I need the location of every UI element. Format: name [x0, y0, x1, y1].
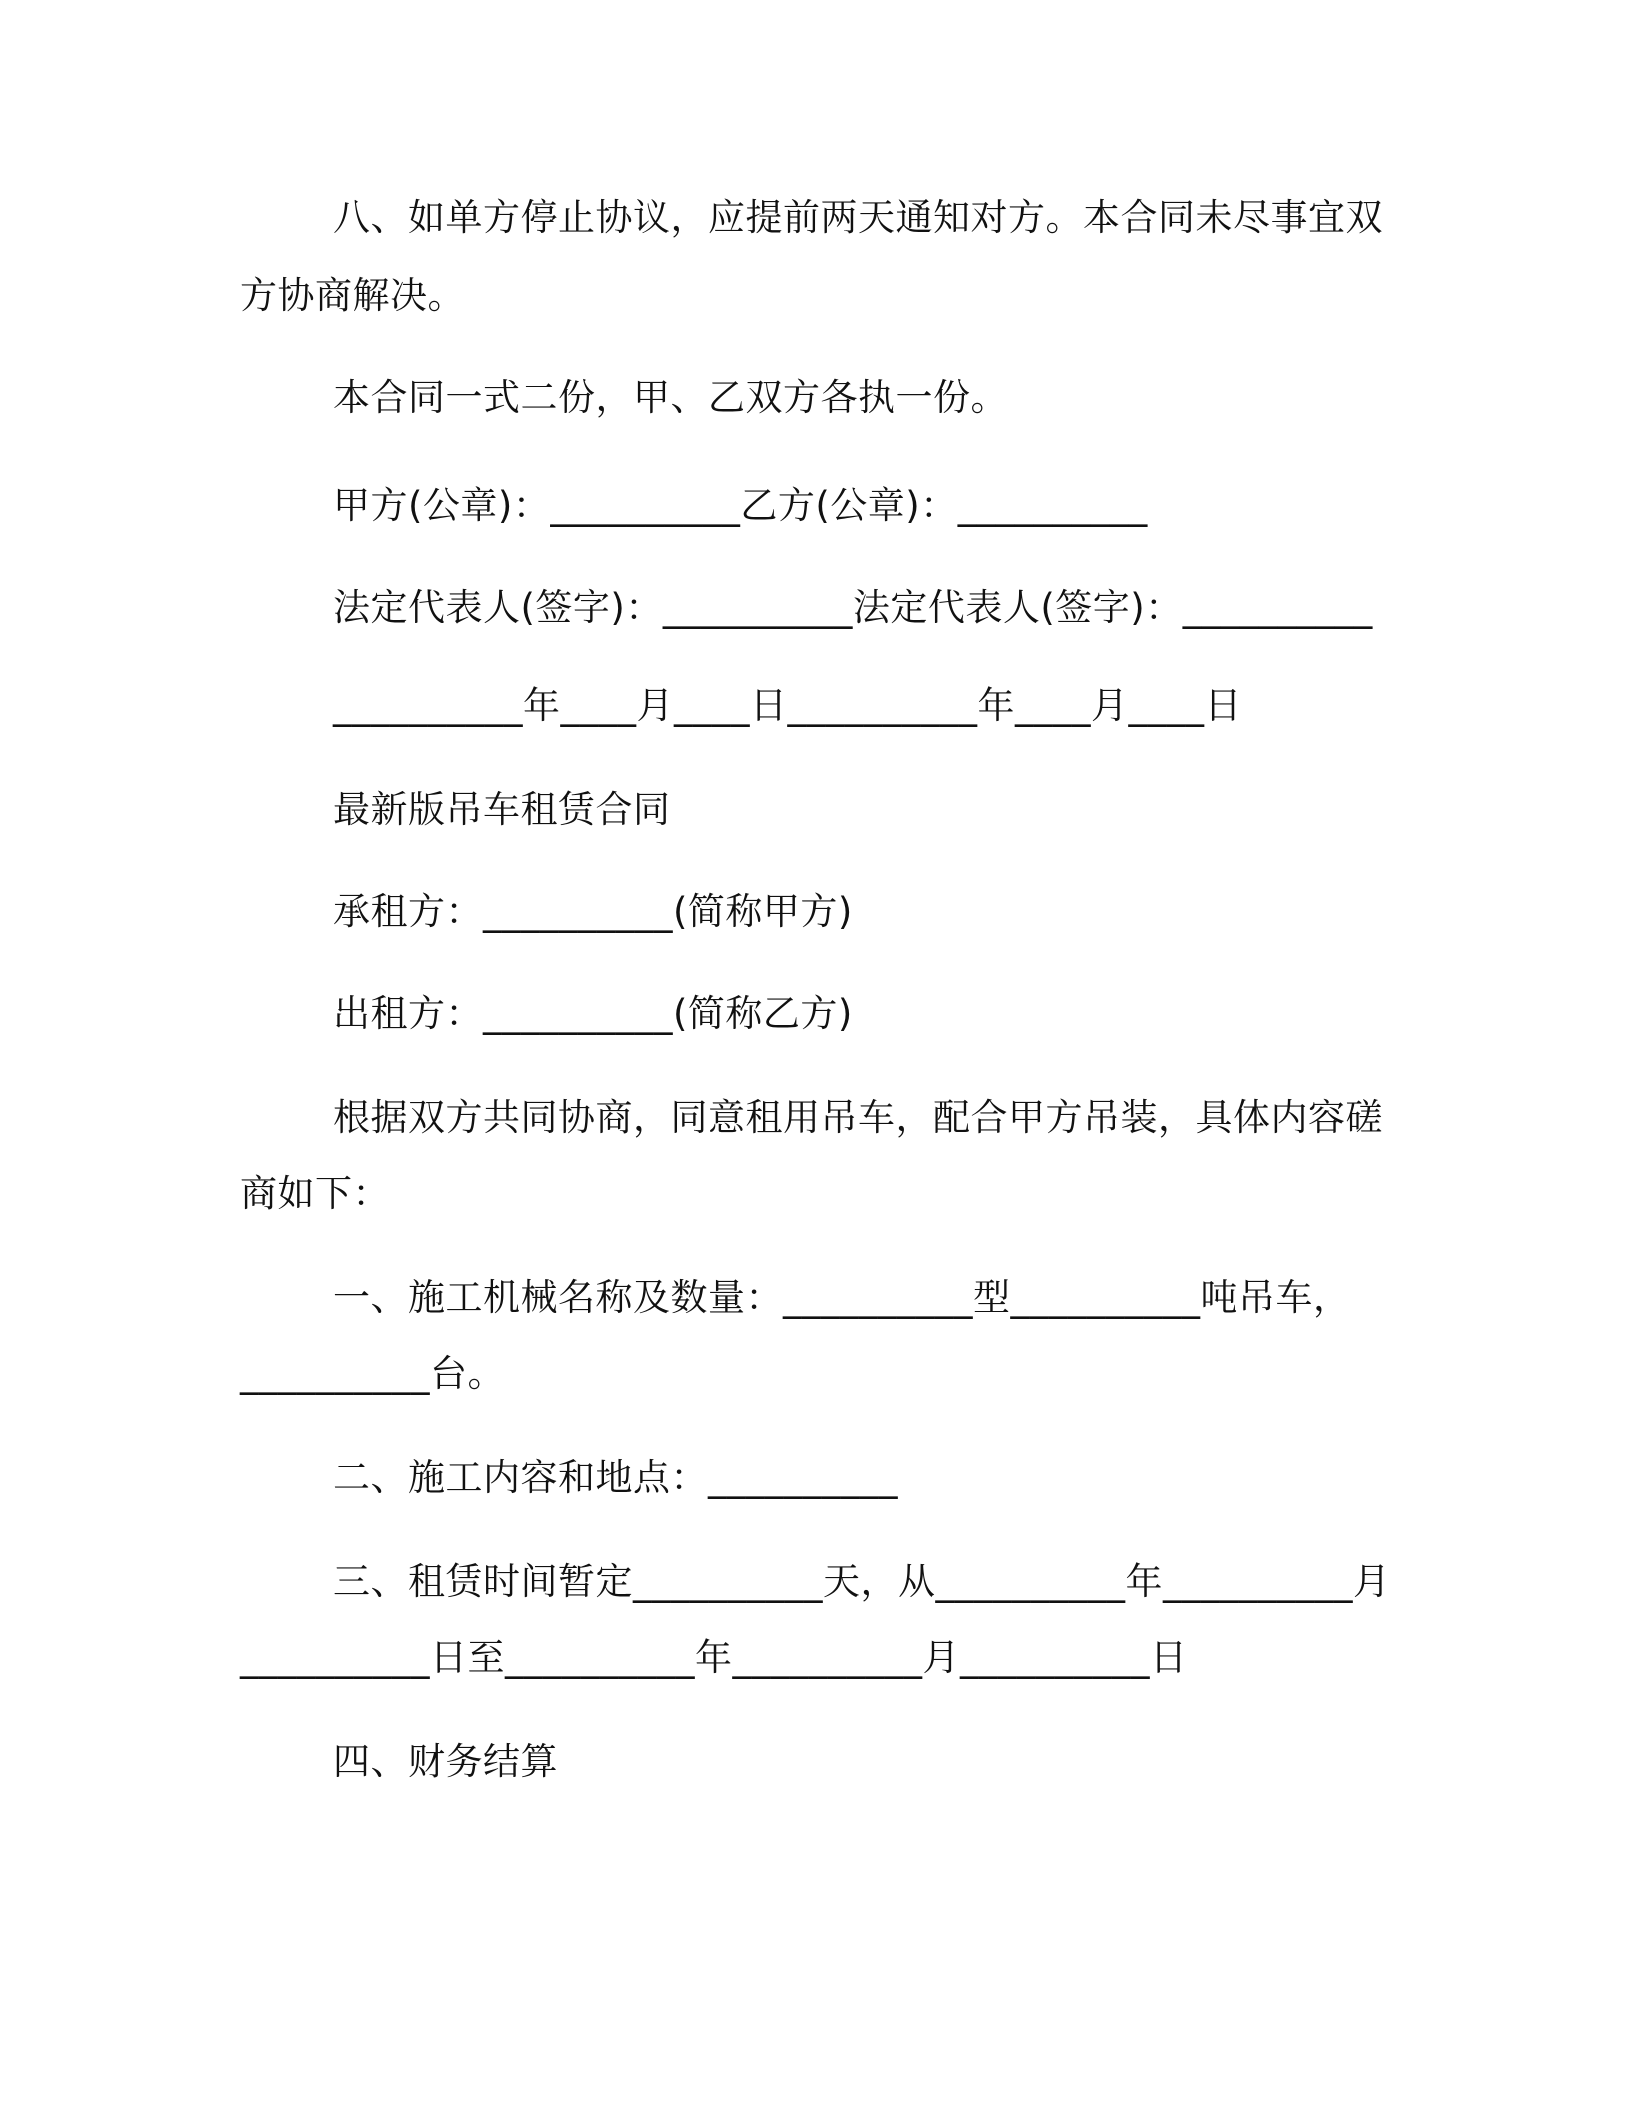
clause-1-line-2: __________台。: [240, 1352, 505, 1395]
copies-statement: 本合同一式二份，甲、乙双方各执一份。: [333, 376, 1008, 419]
lessee-line: 承租方：__________(简称甲方): [333, 890, 853, 933]
clause-3-line-2: __________日至__________年__________月__________日: [240, 1636, 1188, 1679]
clause-3-line-1: 三、租赁时间暂定__________天，从__________年__________月: [333, 1560, 1391, 1603]
representative-signature-line: 法定代表人(签字)：__________法定代表人(签字)：__________: [333, 586, 1373, 629]
clause-4-heading: 四、财务结算: [333, 1740, 558, 1783]
preamble-line-1: 根据双方共同协商，同意租用吊车，配合甲方吊装，具体内容磋: [333, 1096, 1383, 1139]
clause-1-line-1: 一、施工机械名称及数量：__________型__________吨吊车，: [333, 1276, 1351, 1319]
clause-2-line: 二、施工内容和地点：__________: [333, 1456, 898, 1499]
seal-line: 甲方(公章)：__________乙方(公章)：__________: [333, 484, 1148, 527]
contract-title: 最新版吊车租赁合同: [333, 788, 671, 831]
clause-8-line-1: 八、如单方停止协议，应提前两天通知对方。本合同未尽事宜双: [333, 196, 1383, 239]
preamble-line-2: 商如下：: [240, 1172, 390, 1215]
clause-8-line-2: 方协商解决。: [240, 274, 465, 317]
date-line: __________年____月____日__________年____月____日: [333, 684, 1242, 727]
lessor-line: 出租方：__________(简称乙方): [333, 992, 853, 1035]
